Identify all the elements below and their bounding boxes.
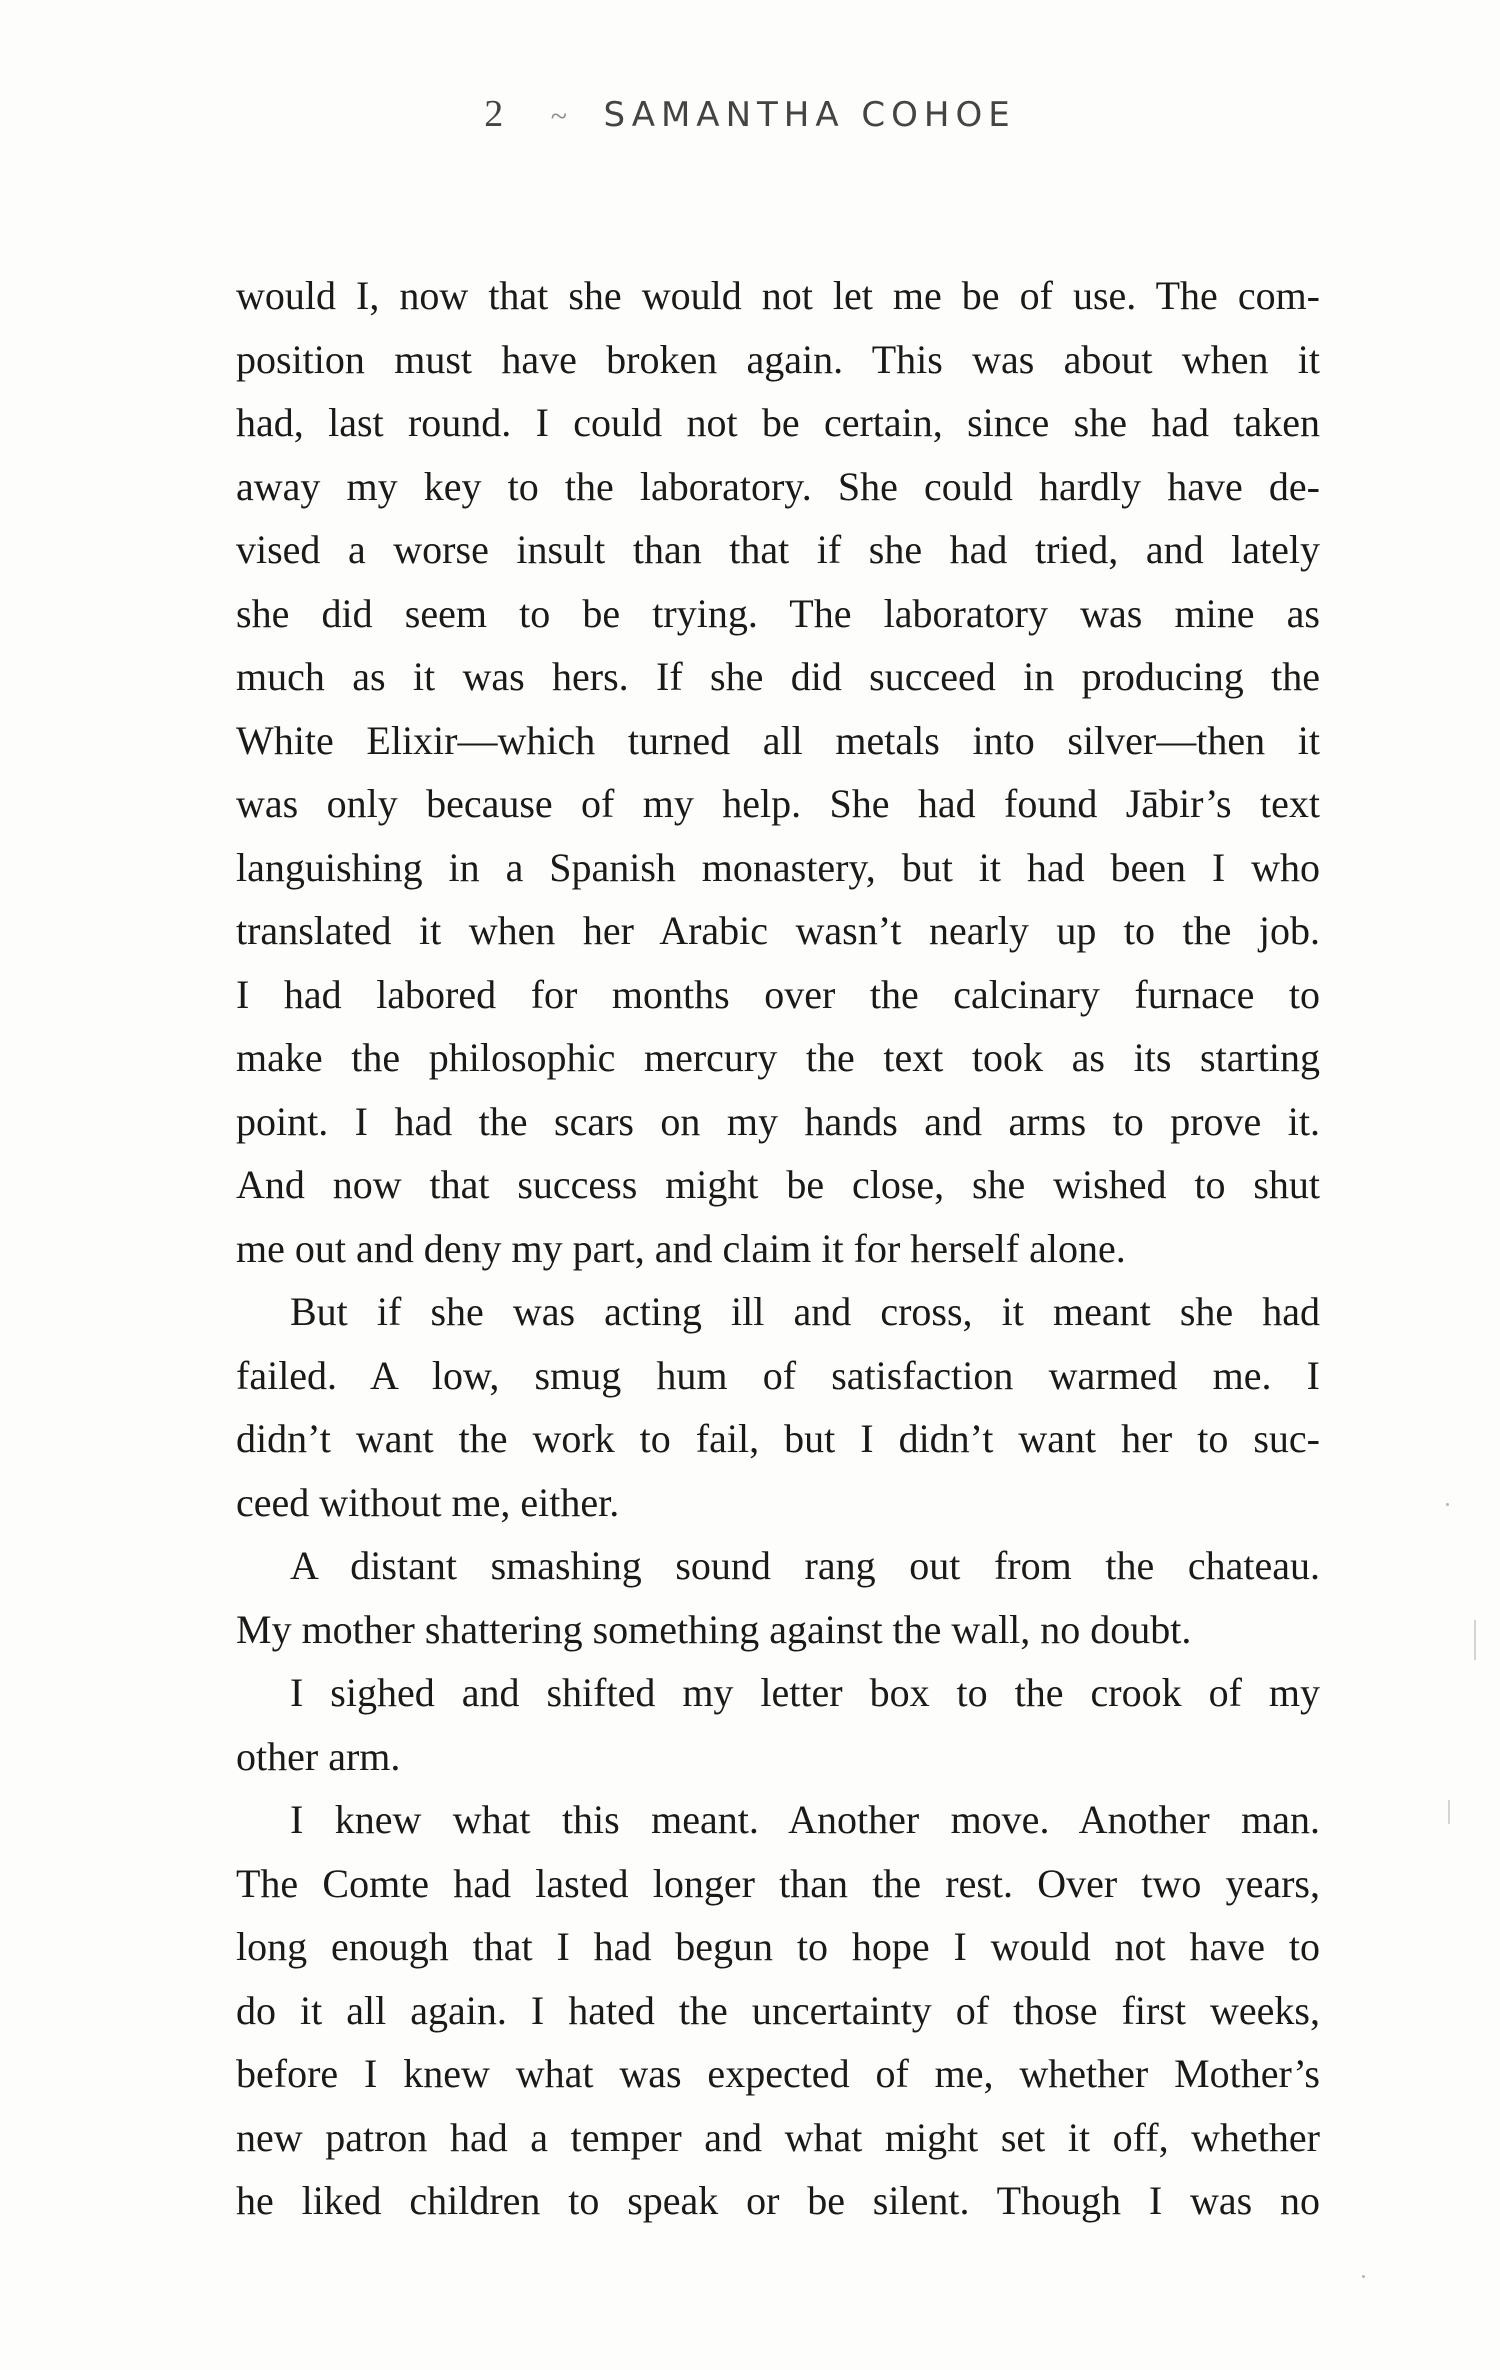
text-line: new patron had a temper and what might set it off, whether: [236, 2114, 1320, 2160]
scan-speck: [1362, 2275, 1365, 2278]
body-text: [236, 264, 1320, 2233]
text-line: The Comte had lasted longer than the rest. Over two years,: [236, 1860, 1320, 1906]
text-line: I sighed and shifted my letter box to the crook of my: [290, 1670, 1320, 1715]
text-line: do it all again. I hated the uncertainty of those first weeks,: [236, 1987, 1320, 2033]
paragraph: [236, 1788, 1320, 2233]
text-line: vised a worse insult than that if she had tried, and lately: [236, 527, 1320, 572]
text-line: long enough that I had begun to hope I would not have to: [236, 1924, 1320, 1969]
text-line: position must have broken again. This was about when it: [236, 336, 1320, 382]
text-line: would I, now that she would not let me be of use. The com-: [236, 273, 1320, 318]
text-line: much as it was hers. If she did succeed in producing the: [236, 654, 1320, 699]
text-line: And now that success might be close, she wished to shut: [236, 1162, 1320, 1207]
text-line: failed. A low, smug hum of satisfaction warmed me. I: [236, 1352, 1320, 1398]
page-number: 2: [484, 93, 509, 135]
text-line: had, last round. I could not be certain, since she had taken: [236, 400, 1320, 445]
text-line: White Elixir—which turned all metals into silver—then it: [236, 717, 1320, 763]
text-line: she did seem to be trying. The laboratory was mine as: [236, 590, 1320, 636]
paragraph: [236, 1661, 1320, 1788]
text-line: other arm.: [236, 1733, 401, 1779]
paragraph: [236, 264, 1320, 1280]
text-line: he liked children to speak or be silent. Though I was no: [236, 2178, 1320, 2223]
text-line: languishing in a Spanish monastery, but it had been I who: [236, 844, 1320, 890]
author-name: SAMANTHA COHOE: [603, 95, 1016, 135]
text-line: away my key to the laboratory. She could hardly have de-: [236, 463, 1320, 509]
text-line: make the philosophic mercury the text took as its starting: [236, 1035, 1320, 1080]
ornament-icon: ~: [550, 100, 567, 133]
text-line: I had labored for months over the calcinary furnace to: [236, 971, 1320, 1017]
paragraph: [236, 1280, 1320, 1534]
scan-streak: [1474, 1620, 1476, 1660]
paragraph: [236, 1534, 1320, 1661]
scan-streak: [1448, 1800, 1450, 1824]
text-line: didn’t want the work to fail, but I didn’t want her to suc-: [236, 1416, 1320, 1461]
text-line: I knew what this meant. Another move. Another man.: [290, 1797, 1320, 1842]
text-line: me out and deny my part, and claim it for herself alone.: [236, 1225, 1126, 1271]
text-line: was only because of my help. She had found Jābir’s text: [236, 781, 1320, 826]
text-line: before I knew what was expected of me, whether Mother’s: [236, 2051, 1320, 2096]
text-line: ceed without me, either.: [236, 1479, 620, 1525]
running-head: [0, 92, 1500, 136]
text-line: My mother shattering something against the wall, no doubt.: [236, 1606, 1192, 1652]
scan-speck: [1446, 1503, 1449, 1506]
text-line: translated it when her Arabic wasn’t nearly up to the job.: [236, 908, 1320, 953]
text-line: A distant smashing sound rang out from the chateau.: [290, 1543, 1320, 1588]
text-line: point. I had the scars on my hands and arms to prove it.: [236, 1098, 1320, 1144]
text-line: But if she was acting ill and cross, it meant she had: [290, 1289, 1320, 1334]
